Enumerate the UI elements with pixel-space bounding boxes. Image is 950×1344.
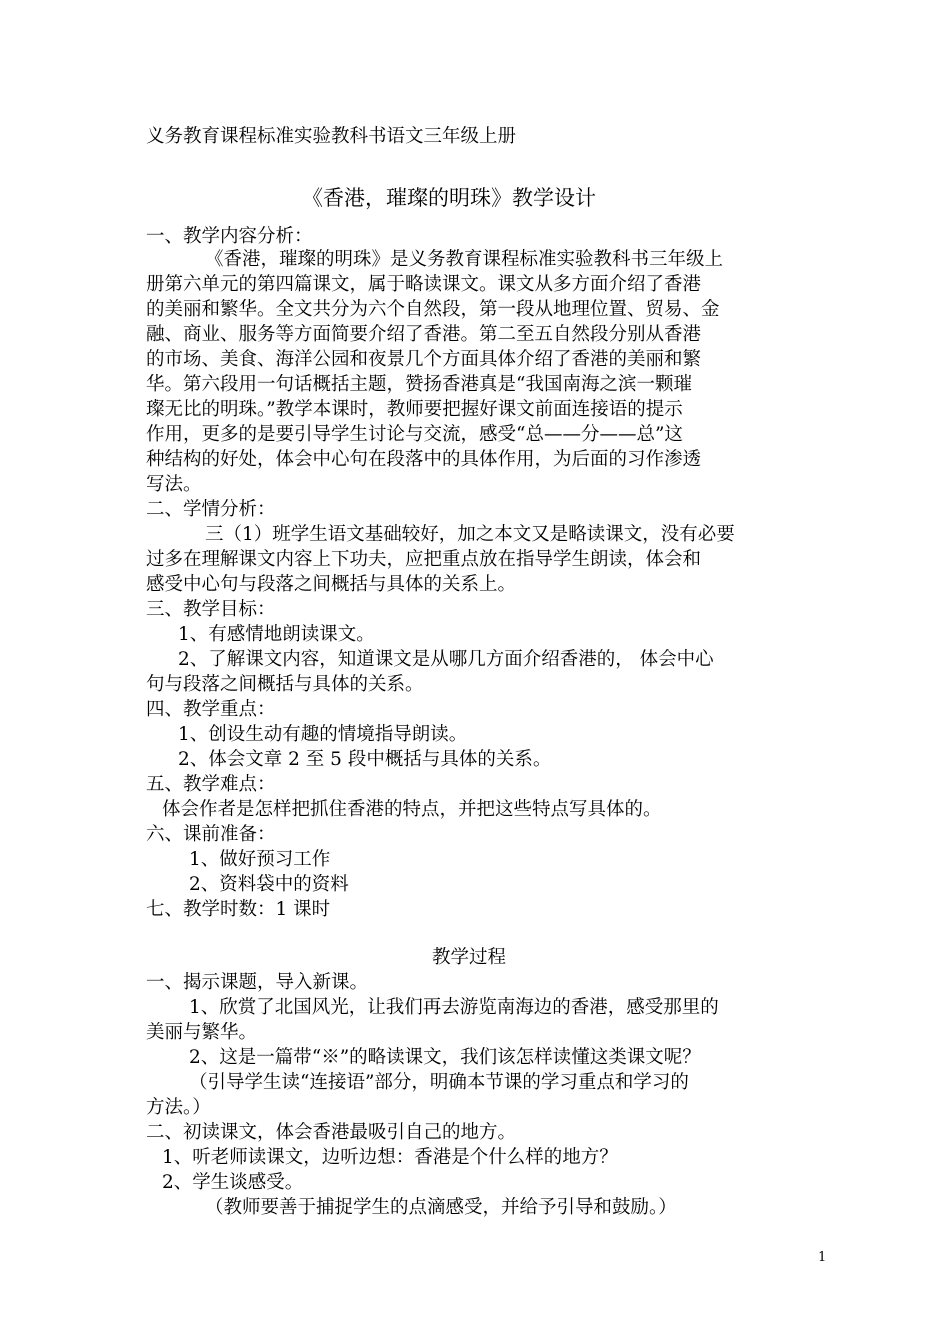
paragraph-line: 册第六单元的第四篇课文，属于略读课文。课文从多方面介绍了香港 xyxy=(146,274,702,295)
paragraph-line: 感受中心句与段落之间概括与具体的关系上。 xyxy=(146,574,517,595)
paragraph-line: （引导学生读“连接语”部分，明确本节课的学习重点和学习的 xyxy=(189,1072,689,1093)
paragraph-line: 的美丽和繁华。全文共分为六个自然段，第一段从地理位置、贸易、金 xyxy=(146,299,720,320)
paragraph-line: 种结构的好处，体会中心句在段落中的具体作用，为后面的习作渗透 xyxy=(146,449,702,470)
paragraph-line: 写法。 xyxy=(146,474,202,495)
paragraph-line: 融、商业、服务等方面简要介绍了香港。第二至五自然段分别从香港 xyxy=(146,324,702,345)
list-item: 2、学生谈感受。 xyxy=(162,1172,304,1193)
paragraph-line: 三（1）班学生语文基础较好，加之本文又是略读课文，没有必要 xyxy=(205,524,735,545)
section-heading: 一、揭示课题，导入新课。 xyxy=(146,972,369,993)
paragraph-line: 句与段落之间概括与具体的关系。 xyxy=(146,674,424,695)
list-item: 2、了解课文内容，知道课文是从哪几方面介绍香港的， 体会中心 xyxy=(178,649,714,670)
paragraph-line: 2、这是一篇带“※”的略读课文，我们该怎样读懂这类课文呢？ xyxy=(189,1047,701,1068)
section-heading: 五、教学难点： xyxy=(146,774,276,795)
paragraph-line: 作用，更多的是要引导学生讨论与交流，感受“总——分——总”这 xyxy=(146,424,683,445)
paragraph-line: 的市场、美食、海洋公园和夜景几个方面具体介绍了香港的美丽和繁 xyxy=(146,349,702,370)
paragraph-line: （教师要善于捕捉学生的点滴感受，并给予引导和鼓励。） xyxy=(205,1197,677,1218)
list-item: 1、做好预习工作 xyxy=(189,849,331,870)
paragraph-line: 《香港，璀璨的明珠》是义务教育课程标准实验教科书三年级上 xyxy=(205,249,724,270)
section-heading: 七、教学时数：1 课时 xyxy=(146,899,331,920)
doc-header: 义务教育课程标准实验教科书语文三年级上册 xyxy=(146,126,517,147)
list-item: 1、有感情地朗读课文。 xyxy=(178,624,375,645)
list-item: 2、体会文章 2 至 5 段中概括与具体的关系。 xyxy=(178,749,552,770)
section-heading: 二、学情分析： xyxy=(146,499,276,520)
list-item: 1、听老师读课文，边听边想：香港是个什么样的地方？ xyxy=(162,1147,618,1168)
section-heading: 三、教学目标： xyxy=(146,599,276,620)
section-heading: 四、教学重点： xyxy=(146,699,276,720)
paragraph-line: 方法。） xyxy=(146,1097,211,1118)
page-number: 1 xyxy=(818,1250,827,1265)
section-heading: 六、课前准备： xyxy=(146,824,276,845)
paragraph-line: 美丽与繁华。 xyxy=(146,1022,258,1043)
paragraph-line: 体会作者是怎样把抓住香港的特点，并把这些特点写具体的。 xyxy=(162,799,662,820)
list-item: 2、资料袋中的资料 xyxy=(189,874,349,895)
process-title: 教学过程 xyxy=(432,947,507,968)
paragraph-line: 1、欣赏了北国风光，让我们再去游览南海边的香港，感受那里的 xyxy=(189,997,719,1018)
section-heading: 二、初读课文，体会香港最吸引自己的地方。 xyxy=(146,1122,517,1143)
doc-title: 《香港，璀璨的明珠》教学设计 xyxy=(302,186,596,210)
section-heading: 一、教学内容分析： xyxy=(146,226,313,247)
paragraph-line: 过多在理解课文内容上下功夫，应把重点放在指导学生朗读，体会和 xyxy=(146,549,702,570)
paragraph-line: 华。第六段用一句话概括主题，赞扬香港真是“我国南海之滨一颗璀 xyxy=(146,374,692,395)
list-item: 1、创设生动有趣的情境指导朗读。 xyxy=(178,724,468,745)
paragraph-line: 璨无比的明珠。”教学本课时，教师要把握好课文前面连接语的提示 xyxy=(146,399,683,420)
